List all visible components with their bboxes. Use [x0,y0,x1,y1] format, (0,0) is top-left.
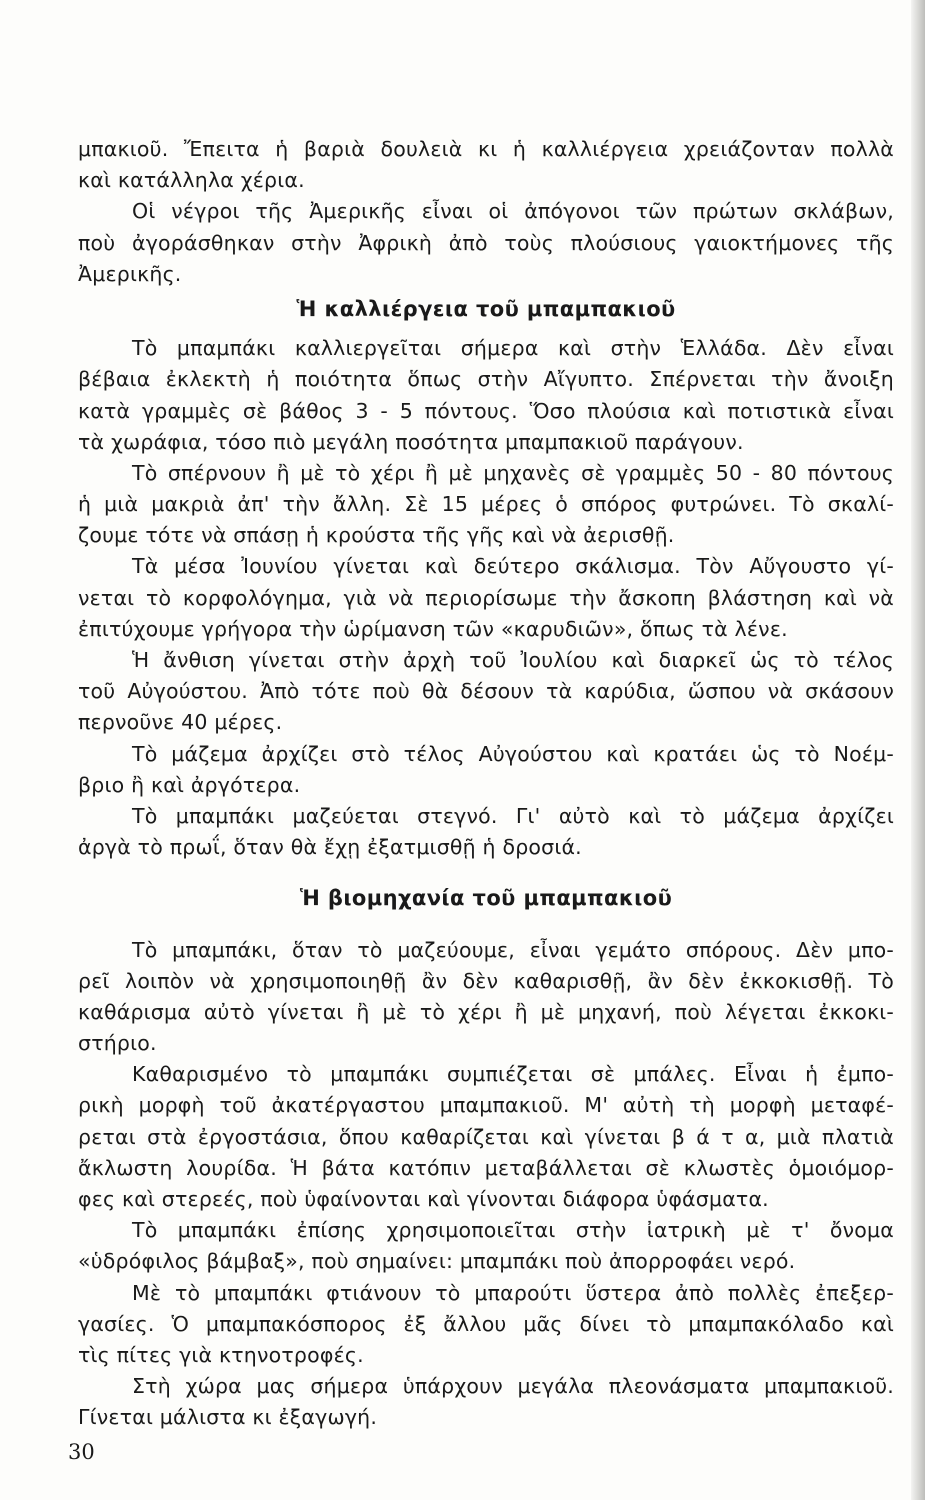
section-heading-industry: Ἡ βιομηχανία τοῦ μπαμπακιοῦ [299,886,673,911]
intro-line: ποὺ ἀγοράσθηκαν στὴν Ἀφρικὴ ἀπὸ τοὺς πλούσιους γαιοκτήμονες τῆς [78,230,894,255]
body-line: Ἡ ἄνθιση γίνεται στὴν ἀρχὴ τοῦ Ἰουλίου καὶ διαρκεῖ ὡς τὸ τέλος [132,648,894,672]
body-line: βριο ἢ καὶ ἀργότερα. [78,772,301,797]
body-line: τοῦ Αὐγούστου. Ἀπὸ τότε ποὺ θὰ δέσουν τὰ καρύδια, ὥσπου νὰ σκάσουν [78,679,894,704]
body-line: ἄκλωστη λουρίδα. Ἡ βάτα κατόπιν μεταβάλλεται σὲ κλωστὲς ὁμοιόμορ- [78,1155,894,1180]
body-line: τὶς πίτες γιὰ κτηνοτροφές. [78,1342,364,1367]
body-line: κατὰ γραμμὲς σὲ βάθος 3 - 5 πόντους. Ὅσο πλούσια καὶ ποτιστικὰ εἶναι [78,398,894,423]
body-line: «ὑδρόφιλος βάμβαξ», ποὺ σημαίνει: μπαμπάκι ποὺ ἀπορροφάει νερό. [78,1249,796,1274]
body-line: περνοῦνε 40 μέρες. [78,710,283,735]
body-line: ρικὴ μορφὴ τοῦ ἀκατέργαστου μπαμπακιοῦ. Μ' αὐτὴ τὴ μορφὴ μεταφέ- [78,1093,894,1118]
body-line: Τὸ μπαμπάκι ἐπίσης χρησιμοποιεῖται στὴν ἰατρικὴ μὲ τ' ὄνομα [132,1218,894,1243]
body-line: ἀργὰ τὸ πρωΐ, ὅταν θὰ ἔχῃ ἐξατμισθῇ ἡ δροσιά. [78,835,582,860]
intro-line: καὶ κατάλληλα χέρια. [78,168,305,193]
text-block [78,134,894,1434]
body-line: ἡ μιὰ μακριὰ ἀπ' τὴν ἄλλη. Σὲ 15 μέρες ὁ σπόρος φυτρώνει. Τὸ σκαλί- [78,492,894,517]
body-line: τὰ χωράφια, τόσο πιὸ μεγάλη ποσότητα μπαμπακιοῦ παράγουν. [78,429,744,454]
body-line: ἐπιτύχουμε γρήγορα τὴν ὡρίμανση τῶν «καρυδιῶν», ὅπως τὰ λένε. [78,616,788,641]
body-line: ρεται στὰ ἐργοστάσια, ὅπου καθαρίζεται καὶ γίνεται β ά τ α, μιὰ πλατιὰ [78,1124,894,1149]
body-line: ζουμε τότε νὰ σπάσῃ ἡ κρούστα τῆς γῆς καὶ νὰ ἀερισθῇ. [78,523,675,548]
body-line: Τὰ μέσα Ἰουνίου γίνεται καὶ δεύτερο σκάλισμα. Τὸν Αὔγουστο γί- [132,554,894,579]
body-line: Τὸ σπέρνουν ἢ μὲ τὸ χέρι ἢ μὲ μηχανὲς σὲ γραμμὲς 50 - 80 πόντους [132,460,894,485]
body-line: στήριο. [78,1031,157,1056]
body-line: Τὸ μπαμπάκι καλλιεργεῖται σήμερα καὶ στὴν Ἑλλάδα. Δὲν εἶναι [132,336,894,361]
page-number: 30 [68,1440,95,1464]
body-line: Καθαρισμένο τὸ μπαμπάκι συμπιέζεται σὲ μπάλες. Εἶναι ἡ ἐμπο- [132,1062,894,1087]
body-line: καθάρισμα αὐτὸ γίνεται ἢ μὲ τὸ χέρι ἢ μὲ μηχανή, ποὺ λέγεται ἐκκοκι- [78,999,894,1024]
body-line: φες καὶ στερεές, ποὺ ὑφαίνονται καὶ γίνονται διάφορα ὑφάσματα. [78,1187,769,1211]
page-edge-shadow [911,0,925,1500]
body-line: Στὴ χώρα μας σήμερα ὑπάρχουν μεγάλα πλεονάσματα μπαμπακιοῦ. [132,1374,894,1399]
section-heading-cultivation: Ἡ καλλιέργεια τοῦ μπαμπακιοῦ [296,296,676,321]
body-line: Τὸ μπαμπάκι μαζεύεται στεγνό. Γι' αὐτὸ καὶ τὸ μάζεμα ἀρχίζει [132,803,894,828]
body-line: Τὸ μπαμπάκι, ὅταν τὸ μαζεύουμε, εἶναι γεμάτο σπόρους. Δὲν μπο- [132,937,894,962]
body-line: γασίες. Ὁ μπαμπακόσπορος ἐξ ἄλλου μᾶς δίνει τὸ μπαμπακόλαδο καὶ [78,1311,894,1336]
intro-line: μπακιοῦ. Ἔπειτα ἡ βαριὰ δουλειὰ κι ἡ καλλιέργεια χρειάζονταν πολλὰ [78,137,894,161]
body-line: Τὸ μάζεμα ἀρχίζει στὸ τέλος Αὐγούστου καὶ κρατάει ὡς τὸ Νοέμ- [132,741,894,766]
body-line: νεται τὸ κορφολόγημα, γιὰ νὰ περιορίσωμε τὴν ἄσκοπη βλάστηση καὶ νὰ [78,585,894,610]
intro-line: Ἀμερικῆς. [78,261,182,286]
intro-line: Οἱ νέγροι τῆς Ἀμερικῆς εἶναι οἱ ἀπόγονοι τῶν πρώτων σκλάβων, [132,199,894,224]
body-line: ρεῖ λοιπὸν νὰ χρησιμοποιηθῇ ἂν δὲν καθαρισθῇ, ἂν δὲν ἐκκοκισθῇ. Τὸ [78,968,894,993]
body-line: Μὲ τὸ μπαμπάκι φτιάνουν τὸ μπαρούτι ὕστερα ἀπὸ πολλὲς ἐπεξερ- [132,1280,894,1305]
body-line: Γίνεται μάλιστα κι ἐξαγωγή. [78,1405,378,1430]
body-line: βέβαια ἐκλεκτὴ ἡ ποιότητα ὅπως στὴν Αἴγυπτο. Σπέρνεται τὴν ἄνοιξη [78,367,894,392]
